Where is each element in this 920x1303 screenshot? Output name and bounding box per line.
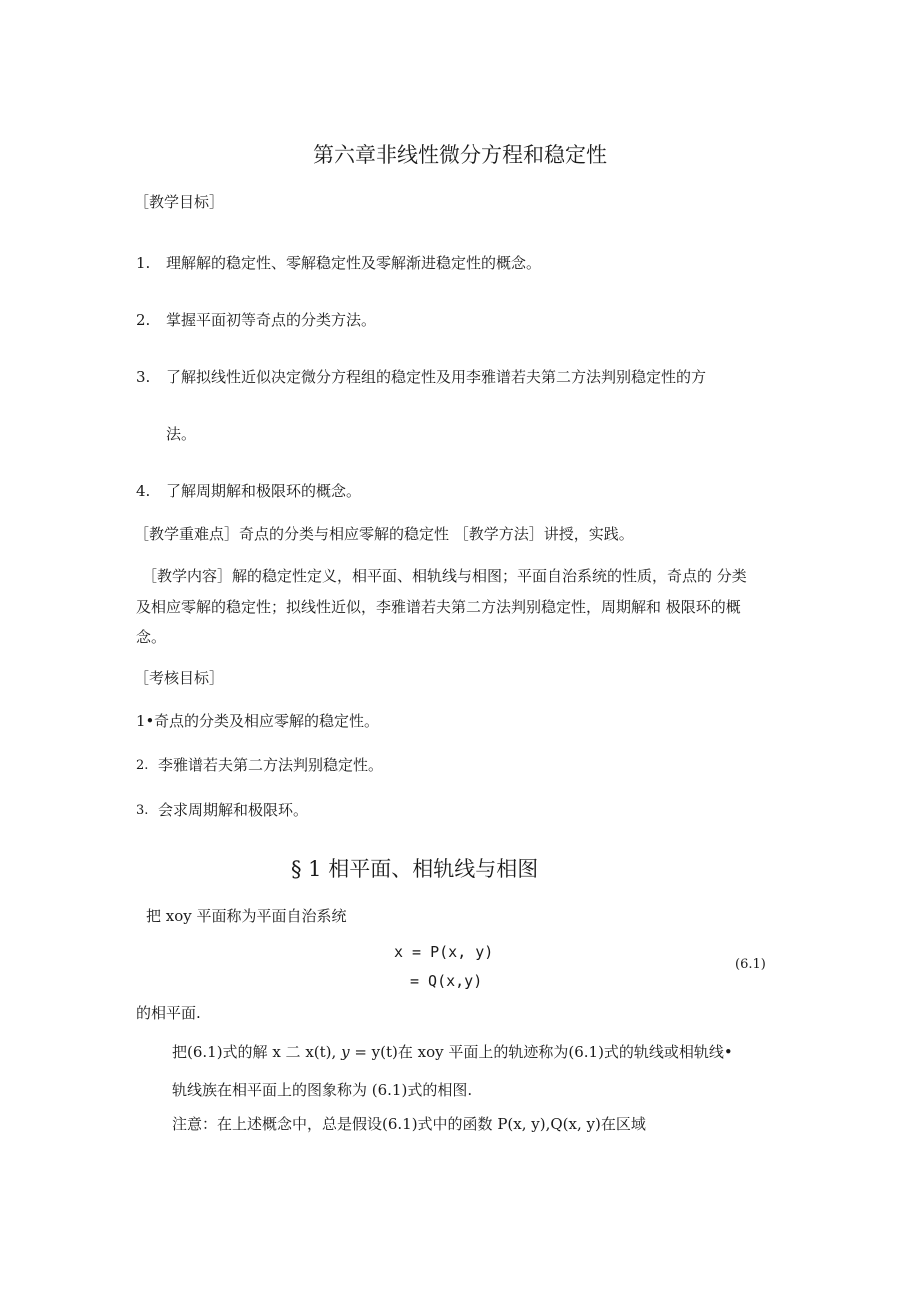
assessment-3-text: 会求周期解和极限环。	[158, 801, 309, 819]
content-line-3: 念。	[136, 628, 167, 646]
difficulty-method-line: ［教学重难点］奇点的分类与相应零解的稳定性 ［教学方法］讲授，实践。	[134, 525, 634, 543]
paragraph-trajectory-y: y	[341, 1043, 350, 1061]
paragraph-trajectory-part-b: = y(t)在 xoy 平面上的轨迹称为(6.1)式的轨线或相轨线•	[349, 1043, 733, 1061]
content-line-1: ［教学内容］解的稳定性定义，相平面、相轨线与相图；平面自治系统的性质，奇点的 分类	[142, 567, 747, 585]
assessment-1-text: 奇点的分类及相应零解的稳定性。	[154, 712, 380, 730]
goal-2-num: 2.	[136, 311, 151, 329]
goal-4-text: 了解周期解和极限环的概念。	[166, 482, 362, 500]
goal-1-text: 理解解的稳定性、零解稳定性及零解渐进稳定性的概念。	[166, 254, 542, 272]
paragraph-trajectory	[172, 1042, 733, 1062]
paragraph-phase-portrait: 轨线族在相平面上的图象称为 (6.1)式的相图.	[172, 1081, 473, 1099]
goal-3-text: 了解拟线性近似决定微分方程组的稳定性及用李雅谱若夫第二方法判别稳定性的方	[166, 368, 707, 386]
paragraph-note: 注意：在上述概念中，总是假设(6.1)式中的函数 P(x, y),Q(x, y)在区域	[172, 1115, 646, 1133]
chapter-title: 第六章非线性微分方程和稳定性	[313, 143, 607, 167]
assessment-header: ［考核目标］	[134, 669, 225, 687]
goal-4-num: 4.	[136, 482, 151, 500]
goal-3-num: 3.	[136, 368, 151, 386]
assessment-2-text: 李雅谱若夫第二方法判别稳定性。	[158, 756, 384, 774]
assessment-1-num: 1•	[136, 712, 155, 730]
paragraph-trajectory-part-a: 把(6.1)式的解 x 二 x(t),	[172, 1043, 342, 1061]
goal-3-continued: 法。	[166, 425, 197, 443]
equation-number: (6.1)	[735, 957, 766, 972]
after-equation-text: 的相平面.	[136, 1004, 201, 1022]
assessment-3-num: 3.	[136, 803, 149, 818]
content-line-2: 及相应零解的稳定性；拟线性近似，李雅谱若夫第二方法判别稳定性，周期解和 极限环的概	[136, 598, 741, 616]
goal-2-text: 掌握平面初等奇点的分类方法。	[166, 311, 377, 329]
intro-line: 把 xoy 平面称为平面自治系统	[146, 907, 347, 925]
teaching-goals-header: ［教学目标］	[134, 193, 225, 211]
assessment-2-num: 2.	[136, 758, 149, 773]
equation-line-2: = Q(x,y)	[410, 972, 483, 990]
equation-line-1: x = P(x, y)	[394, 943, 494, 961]
section-title: § 1 相平面、相轨线与相图	[291, 857, 539, 881]
goal-1-num: 1.	[136, 254, 151, 272]
